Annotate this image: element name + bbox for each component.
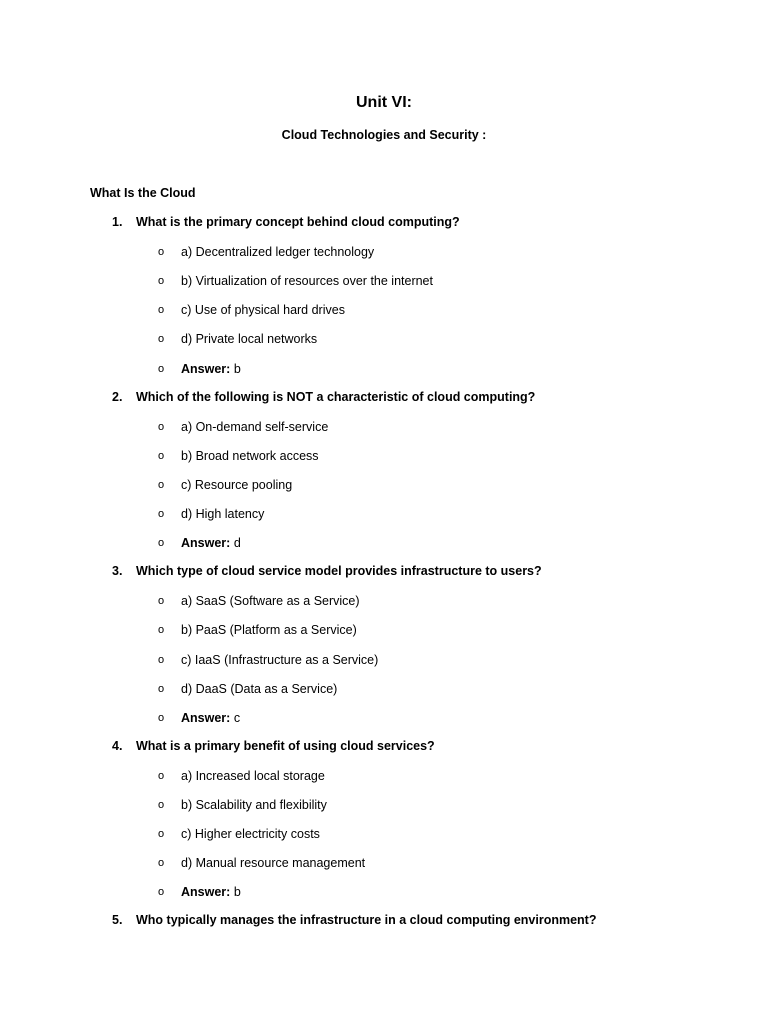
option-text: a) On-demand self-service [181,419,329,434]
option-text: c) Resource pooling [181,477,293,492]
question-text: Which of the following is NOT a characteristic of cloud computing? [136,389,536,404]
option-text: c) Use of physical hard drives [181,303,345,318]
question-number: 2. [112,389,123,404]
hollow-bullet-icon: o [158,362,165,375]
answer-value: d [233,536,241,551]
answer-option [0,797,768,813]
option-text: a) Decentralized ledger technology [181,245,375,260]
question-number: 1. [112,215,123,229]
answer-row [0,710,768,726]
answer-text [181,710,240,726]
answer-option [0,244,768,260]
answer-option [0,419,768,435]
hollow-bullet-icon: o [158,537,165,550]
option-text: d) High latency [181,507,265,521]
answer-row [0,884,768,900]
answer-value: c [233,710,241,725]
hollow-bullet-icon: o [158,682,165,695]
hollow-bullet-icon: o [158,624,165,637]
question-text: Who typically manages the infrastructure in a cloud computing environment? [136,913,597,928]
answer-option [0,302,768,318]
answer-value: b [233,361,241,376]
question-text: What is a primary benefit of using cloud services? [136,738,435,753]
answer-label: Answer: [181,710,231,725]
answer-row [0,535,768,551]
hollow-bullet-icon: o [158,653,165,666]
answer-option [0,593,768,609]
answer-option [0,273,768,289]
answer-option [0,855,768,871]
answer-label: Answer: [181,361,231,376]
option-text: a) Increased local storage [181,768,325,783]
option-text: b) Virtualization of resources over the internet [181,274,433,289]
answer-value: b [233,885,241,900]
answer-row [0,361,768,377]
option-text: d) Private local networks [181,332,318,347]
section-heading: What Is the Cloud [90,186,196,200]
answer-text [181,535,241,551]
hollow-bullet-icon: o [158,886,165,899]
hollow-bullet-icon: o [158,828,165,841]
option-text: c) IaaS (Infrastructure as a Service) [181,652,379,667]
option-text: a) SaaS (Software as a Service) [181,594,360,609]
answer-label: Answer: [181,536,231,551]
option-text: d) Manual resource management [181,856,366,871]
hollow-bullet-icon: o [158,857,165,870]
answer-text [181,884,241,900]
answer-option [0,768,768,784]
answer-option [0,652,768,668]
unit-title: Unit VI: [356,94,412,111]
question-text: What is the primary concept behind cloud computing? [136,215,460,229]
option-text: d) DaaS (Data as a Service) [181,681,338,696]
question-number: 5. [112,913,123,928]
answer-label: Answer: [181,885,231,900]
answer-option [0,826,768,842]
hollow-bullet-icon: o [158,449,165,462]
unit-subtitle: Cloud Technologies and Security : [281,128,487,142]
hollow-bullet-icon: o [158,508,165,520]
question-text: Which type of cloud service model provides infrastructure to users? [136,564,542,579]
hollow-bullet-icon: o [158,769,165,782]
answer-option [0,622,768,638]
hollow-bullet-icon: o [158,420,165,433]
option-text: b) Broad network access [181,448,319,463]
option-text: b) Scalability and flexibility [181,798,327,812]
question-number: 4. [112,738,123,753]
hollow-bullet-icon: o [158,333,165,346]
question-number: 3. [112,564,123,579]
answer-option [0,448,768,464]
answer-option [0,477,768,493]
answer-option [0,331,768,347]
hollow-bullet-icon: o [158,304,165,317]
answer-option [0,506,768,522]
hollow-bullet-icon: o [158,275,165,288]
hollow-bullet-icon: o [158,595,165,608]
hollow-bullet-icon: o [158,799,165,811]
answer-option [0,681,768,697]
hollow-bullet-icon: o [158,246,165,259]
hollow-bullet-icon: o [158,478,165,491]
hollow-bullet-icon: o [158,711,165,724]
option-text: b) PaaS (Platform as a Service) [181,623,357,638]
answer-text [181,361,241,377]
option-text: c) Higher electricity costs [181,827,320,842]
